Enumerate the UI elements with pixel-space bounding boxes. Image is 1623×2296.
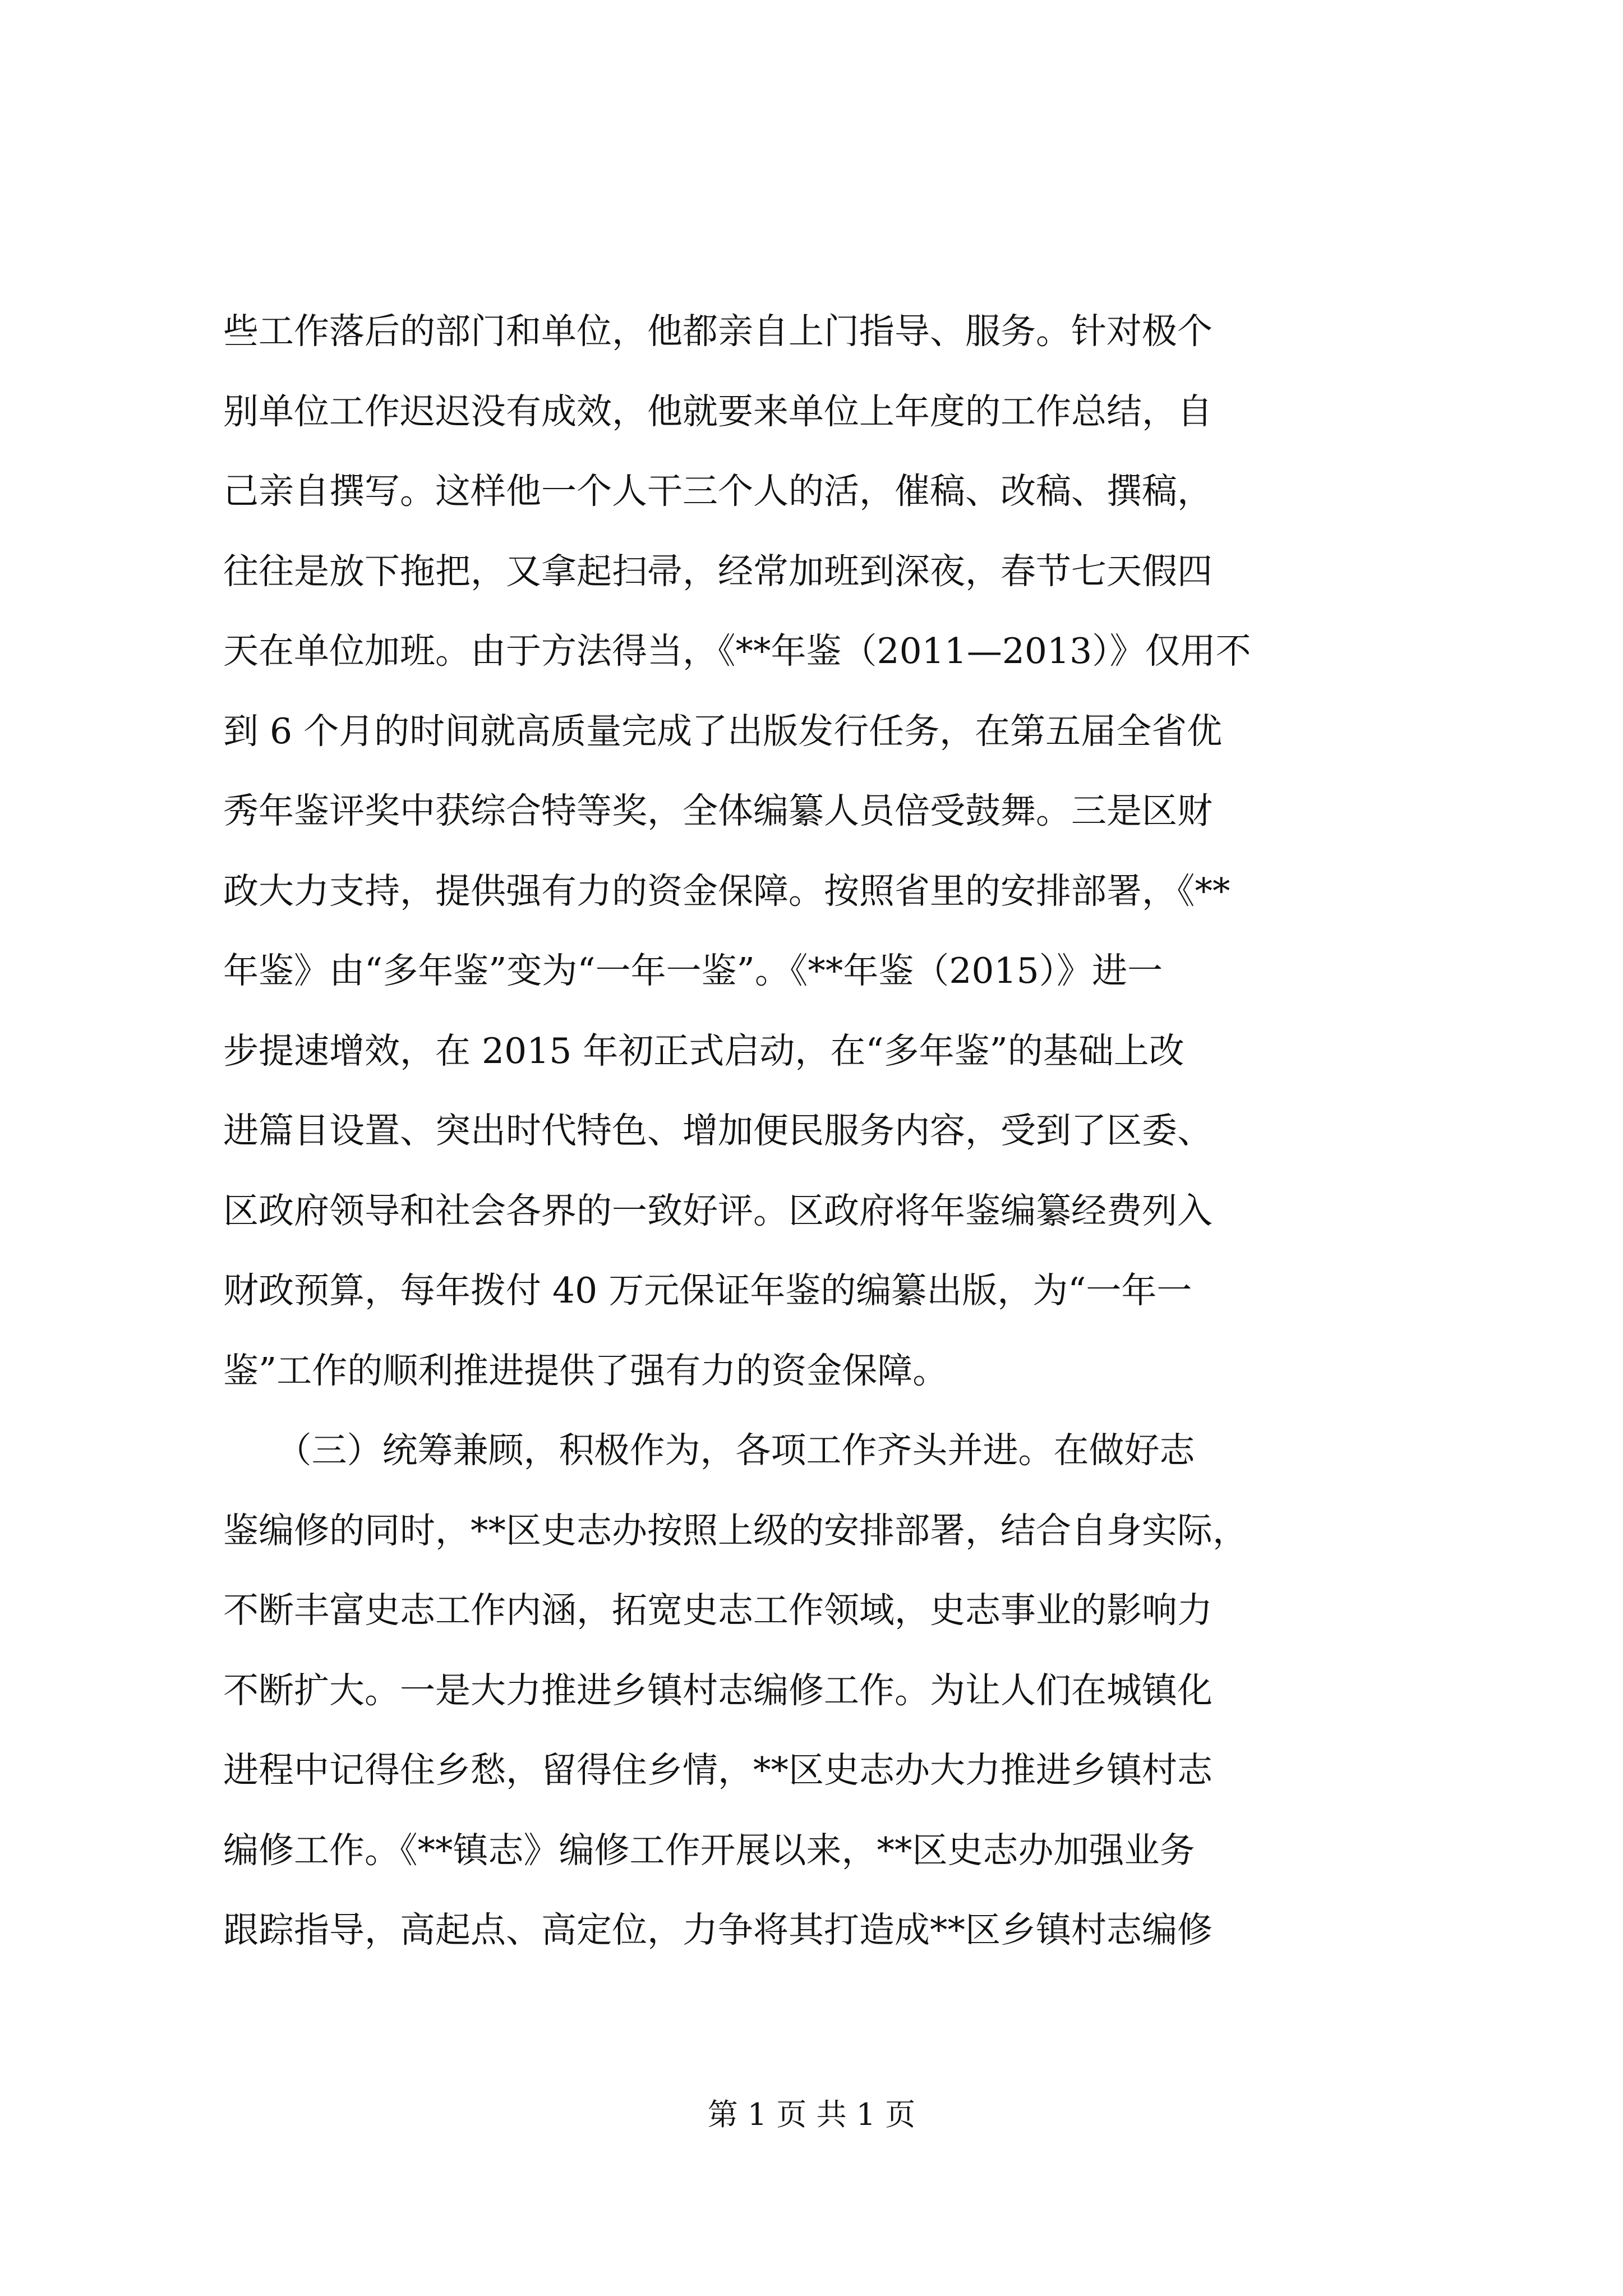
text-line: 些工作落后的部门和单位，他都亲自上门指导、服务。针对极个 <box>223 311 1212 352</box>
text-line: 区政府领导和社会各界的一致好评。区政府将年鉴编纂经费列入 <box>223 1190 1212 1231</box>
text-line: 政大力支持，提供强有力的资金保障。按照省里的安排部署，《** <box>223 870 1230 912</box>
text-line: 天在单位加班。由于方法得当，《**年鉴（2011—2013）》仅用不 <box>223 631 1251 671</box>
text-line: 年鉴》由“多年鉴”变为“一年一鉴”。《**年鉴（2015）》进一 <box>223 950 1163 991</box>
text-line: 往往是放下拖把，又拿起扫帚，经常加班到深夜，春节七天假四 <box>223 550 1212 592</box>
text-line: 编修工作。《**镇志》编修工作开展以来，**区史志办加强业务 <box>223 1829 1195 1871</box>
text-line: 进程中记得住乡愁，留得住乡情，**区史志办大力推进乡镇村志 <box>223 1750 1212 1791</box>
text-line: 己亲自撰写。这样他一个人干三个人的活，催稿、改稿、撰稿， <box>223 471 1212 512</box>
text-line: 不断扩大。一是大力推进乡镇村志编修工作。为让人们在城镇化 <box>223 1669 1212 1711</box>
text-line: 步提速增效，在 2015 年初正式启动，在“多年鉴”的基础上改 <box>223 1030 1184 1071</box>
text-line: 鉴”工作的顺利推进提供了强有力的资金保障。 <box>223 1350 948 1391</box>
text-line: 到 6 个月的时间就高质量完成了出版发行任务，在第五届全省优 <box>223 710 1223 752</box>
text-line: 进篇目设置、突出时代特色、增加便民服务内容，受到了区委、 <box>223 1110 1212 1151</box>
page-footer <box>0 2092 1623 2137</box>
text-line: 不断丰富史志工作内涵，拓宽史志工作领域，史志事业的影响力 <box>223 1590 1212 1631</box>
text-line: 秀年鉴评奖中获综合特等奖，全体编纂人员倍受鼓舞。三是区财 <box>223 790 1212 831</box>
text-line: 财政预算，每年拨付 40 万元保证年鉴的编纂出版，为“一年一 <box>223 1270 1192 1311</box>
body-text <box>223 292 1421 1971</box>
page-number-label: 第 1 页 共 1 页 <box>707 2097 916 2132</box>
text-line: 跟踪指导，高起点、高定位，力争将其打造成**区乡镇村志编修 <box>223 1910 1212 1950</box>
text-line: 别单位工作迟迟没有成效，他就要来单位上年度的工作总结，自 <box>223 390 1212 432</box>
text-line: 鉴编修的同时，**区史志办按照上级的安排部署，结合自身实际， <box>223 1510 1248 1551</box>
paragraph-start-line: （三）统筹兼顾，积极作为，各项工作齐头并进。在做好志 <box>223 1430 1195 1471</box>
